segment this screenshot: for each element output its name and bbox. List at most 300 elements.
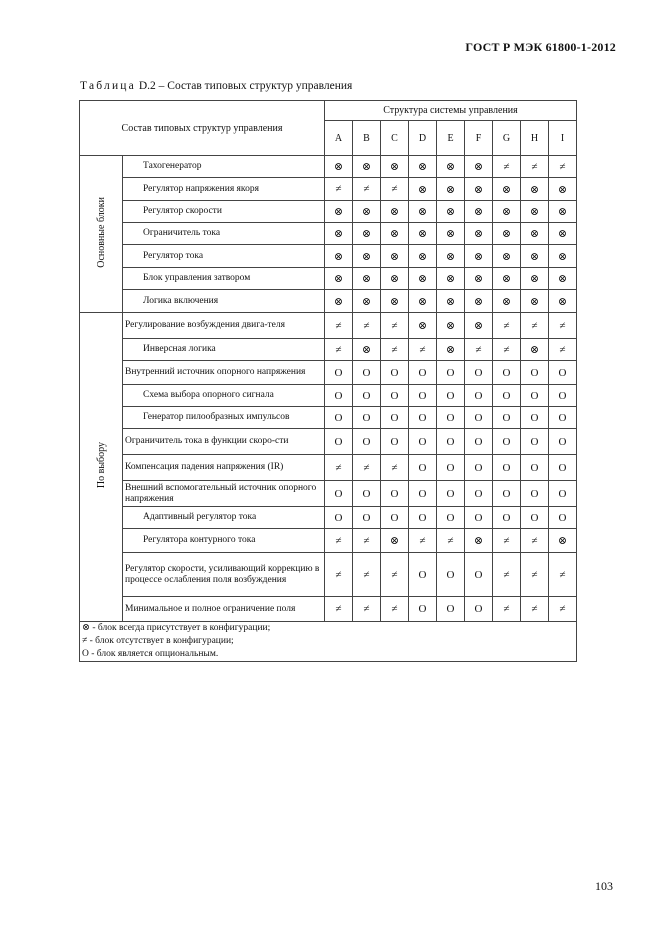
table-cell: [549, 553, 577, 597]
table-cell: [353, 361, 381, 385]
table-cell: [437, 156, 465, 178]
table-cell: [325, 339, 353, 361]
table-cell: [381, 385, 409, 407]
optional-symbol: O: [558, 366, 567, 379]
table-cell: [549, 385, 577, 407]
table-cell: [549, 339, 577, 361]
table-cell: [325, 597, 353, 622]
table-cell: [381, 313, 409, 339]
column-header-f: F: [465, 121, 493, 156]
table-cell: [493, 245, 521, 268]
table-cell: [325, 407, 353, 429]
optional-symbol: O: [530, 366, 539, 379]
table-cell: [465, 156, 493, 178]
group-label-cell: [80, 156, 123, 313]
table-cell: [465, 455, 493, 481]
table-cell: [353, 178, 381, 201]
optional-symbol: O: [390, 435, 399, 448]
table-cell: [381, 201, 409, 223]
table-cell: [409, 529, 437, 553]
always-present-symbol: ⊗: [473, 228, 484, 240]
always-present-symbol: ⊗: [333, 273, 344, 285]
row-name: Внутренний источник опорного напряжения: [123, 361, 325, 385]
always-present-symbol: ⊗: [417, 228, 428, 240]
optional-symbol: O: [530, 461, 539, 474]
table-row: [80, 223, 577, 245]
table-cell: [521, 290, 549, 313]
optional-symbol: O: [558, 461, 567, 474]
table-cell: [381, 553, 409, 597]
table-cell: [325, 223, 353, 245]
legend-row: [80, 622, 577, 662]
row-name: Регулятор тока: [123, 245, 325, 268]
always-present-symbol: ⊗: [417, 320, 428, 332]
table-cell: [465, 481, 493, 507]
table-row: [80, 481, 577, 507]
table-cell: [493, 407, 521, 429]
table-cell: [465, 313, 493, 339]
legend-line: ⊗ - блок всегда присутствует в конфигурации;: [82, 623, 271, 633]
always-present-symbol: ⊗: [361, 161, 372, 173]
table-cell: [549, 597, 577, 622]
optional-symbol: O: [418, 603, 427, 615]
row-name: Инверсная логика: [123, 339, 325, 361]
absent-symbol: ≠: [559, 343, 566, 356]
always-present-symbol: ⊗: [529, 344, 540, 356]
table-cell: [465, 553, 493, 597]
table-cell: [549, 156, 577, 178]
absent-symbol: ≠: [419, 343, 426, 356]
row-name: Регулирование возбуждения двига-теля: [123, 313, 325, 339]
table-row: [80, 178, 577, 201]
table-row: [80, 553, 577, 597]
optional-symbol: O: [446, 389, 455, 402]
optional-symbol: O: [502, 511, 511, 524]
optional-symbol: O: [390, 487, 399, 500]
column-header-g: G: [493, 121, 521, 156]
column-header-d: D: [409, 121, 437, 156]
table-cell: [549, 429, 577, 455]
table-cell: [465, 290, 493, 313]
optional-symbol: O: [558, 411, 567, 424]
optional-symbol: O: [334, 366, 343, 379]
always-present-symbol: ⊗: [501, 228, 512, 240]
optional-symbol: O: [362, 366, 371, 379]
optional-symbol: O: [530, 435, 539, 448]
column-header-i: I: [549, 121, 577, 156]
table-cell: [325, 507, 353, 529]
table-row: [80, 429, 577, 455]
always-present-symbol: ⊗: [557, 206, 568, 218]
optional-symbol: O: [362, 487, 371, 500]
always-present-symbol: ⊗: [389, 273, 400, 285]
table-cell: [409, 245, 437, 268]
table-cell: [381, 223, 409, 245]
optional-symbol: O: [502, 389, 511, 402]
always-present-symbol: ⊗: [445, 273, 456, 285]
absent-symbol: ≠: [335, 568, 342, 581]
table-cell: [521, 529, 549, 553]
optional-symbol: O: [446, 511, 455, 524]
always-present-symbol: ⊗: [473, 183, 484, 196]
legend-line: O - блок является опциональным.: [82, 649, 219, 659]
always-present-symbol: ⊗: [361, 344, 372, 356]
standard-designation: ГОСТ Р МЭК 61800-1-2012: [465, 40, 616, 54]
optional-symbol: O: [474, 487, 483, 500]
table-cell: [521, 553, 549, 597]
optional-symbol: O: [418, 435, 427, 448]
absent-symbol: ≠: [391, 183, 398, 195]
optional-symbol: O: [362, 511, 371, 524]
absent-symbol: ≠: [503, 343, 510, 356]
table-cell: [465, 245, 493, 268]
table-cell: [353, 313, 381, 339]
table-row: [80, 313, 577, 339]
table-cell: [521, 313, 549, 339]
always-present-symbol: ⊗: [473, 273, 484, 285]
always-present-symbol: ⊗: [473, 320, 484, 332]
always-present-symbol: ⊗: [473, 161, 484, 173]
table-cell: [409, 178, 437, 201]
table-row: [80, 290, 577, 313]
table-cell: [409, 223, 437, 245]
optional-symbol: O: [334, 435, 343, 448]
table-cell: [409, 507, 437, 529]
always-present-symbol: ⊗: [417, 183, 428, 196]
optional-symbol: O: [502, 461, 511, 474]
table-cell: [409, 385, 437, 407]
always-present-symbol: ⊗: [445, 183, 456, 196]
absent-symbol: ≠: [335, 603, 342, 615]
always-present-symbol: ⊗: [333, 295, 344, 308]
optional-symbol: O: [558, 487, 567, 500]
optional-symbol: O: [362, 435, 371, 448]
table-cell: [437, 245, 465, 268]
table-cell: [409, 481, 437, 507]
table-row: [80, 201, 577, 223]
always-present-symbol: ⊗: [529, 183, 540, 196]
always-present-symbol: ⊗: [417, 206, 428, 218]
table-cell: [521, 178, 549, 201]
optional-symbol: O: [446, 411, 455, 424]
table-cell: [521, 201, 549, 223]
table-cell: [493, 268, 521, 290]
always-present-symbol: ⊗: [361, 250, 372, 263]
table-cell: [465, 223, 493, 245]
table-cell: [437, 178, 465, 201]
table-cell: [409, 290, 437, 313]
always-present-symbol: ⊗: [389, 535, 400, 547]
table-cell: [409, 268, 437, 290]
always-present-symbol: ⊗: [361, 295, 372, 308]
table-cell: [437, 597, 465, 622]
table-cell: [493, 339, 521, 361]
caption-lead: Таблица: [80, 80, 136, 92]
table-cell: [325, 553, 353, 597]
table-cell: [409, 407, 437, 429]
table-cell: [493, 429, 521, 455]
absent-symbol: ≠: [335, 461, 342, 474]
table-cell: [353, 553, 381, 597]
table-cell: [549, 407, 577, 429]
always-present-symbol: ⊗: [445, 320, 456, 332]
table-cell: [353, 201, 381, 223]
absent-symbol: ≠: [363, 183, 370, 195]
always-present-symbol: ⊗: [473, 535, 484, 547]
absent-symbol: ≠: [503, 319, 510, 332]
table-cell: [549, 481, 577, 507]
always-present-symbol: ⊗: [417, 295, 428, 308]
optional-symbol: O: [502, 366, 511, 379]
table-cell: [521, 481, 549, 507]
row-name: Регулятор скорости: [123, 201, 325, 223]
optional-symbol: O: [362, 389, 371, 402]
absent-symbol: ≠: [503, 603, 510, 615]
table-cell: [381, 429, 409, 455]
row-name: Минимальное и полное ограничение поля: [123, 597, 325, 622]
absent-symbol: ≠: [531, 534, 538, 547]
table-cell: [381, 178, 409, 201]
table-cell: [493, 385, 521, 407]
table-cell: [325, 361, 353, 385]
table-cell: [493, 455, 521, 481]
absent-symbol: ≠: [363, 568, 370, 581]
table-row: [80, 385, 577, 407]
table-cell: [381, 455, 409, 481]
always-present-symbol: ⊗: [557, 228, 568, 240]
table-cell: [381, 339, 409, 361]
optional-symbol: O: [334, 411, 343, 424]
absent-symbol: ≠: [391, 343, 398, 356]
optional-symbol: O: [418, 366, 427, 379]
table-cell: [521, 156, 549, 178]
table-cell: [381, 597, 409, 622]
table-cell: [437, 481, 465, 507]
absent-symbol: ≠: [531, 160, 538, 173]
row-name: Регулятор скорости, усиливающий коррекцию в процессе ослабления поля возбуждения: [123, 553, 325, 597]
optional-symbol: O: [418, 568, 427, 581]
absent-symbol: ≠: [335, 343, 342, 356]
table-cell: [353, 223, 381, 245]
page-number: 103: [595, 879, 613, 893]
always-present-symbol: ⊗: [389, 228, 400, 240]
optional-symbol: O: [530, 411, 539, 424]
table-cell: [493, 290, 521, 313]
always-present-symbol: ⊗: [557, 273, 568, 285]
table-cell: [549, 245, 577, 268]
absent-symbol: ≠: [559, 568, 566, 581]
table-cell: [353, 529, 381, 553]
optional-symbol: O: [418, 461, 427, 474]
table-cell: [409, 553, 437, 597]
table-cell: [325, 156, 353, 178]
table-cell: [409, 455, 437, 481]
table-caption: [80, 80, 352, 92]
table-cell: [325, 313, 353, 339]
always-present-symbol: ⊗: [333, 250, 344, 263]
optional-symbol: O: [474, 568, 483, 581]
row-name: Регулятора контурного тока: [123, 529, 325, 553]
table-cell: [521, 223, 549, 245]
column-header-b: B: [353, 121, 381, 156]
table-cell: [465, 597, 493, 622]
row-name: Регулятор напряжения якоря: [123, 178, 325, 201]
always-present-symbol: ⊗: [445, 344, 456, 356]
always-present-symbol: ⊗: [333, 228, 344, 240]
always-present-symbol: ⊗: [501, 273, 512, 285]
absent-symbol: ≠: [559, 160, 566, 173]
table-row: [80, 268, 577, 290]
absent-symbol: ≠: [335, 534, 342, 547]
row-name: Ограничитель тока в функции скоро-сти: [123, 429, 325, 455]
table-cell: [549, 507, 577, 529]
table-cell: [381, 407, 409, 429]
table-cell: [353, 455, 381, 481]
always-present-symbol: ⊗: [529, 206, 540, 218]
row-name: Компенсация падения напряжения (IR): [123, 455, 325, 481]
absent-symbol: ≠: [419, 534, 426, 547]
always-present-symbol: ⊗: [501, 295, 512, 308]
table-cell: [549, 178, 577, 201]
table-cell: [521, 245, 549, 268]
table-cell: [465, 529, 493, 553]
top-header: Структура системы управления: [325, 101, 577, 121]
optional-symbol: O: [502, 487, 511, 500]
always-present-symbol: ⊗: [501, 183, 512, 196]
table-cell: [353, 156, 381, 178]
always-present-symbol: ⊗: [501, 250, 512, 263]
absent-symbol: ≠: [447, 534, 454, 547]
table-cell: [549, 201, 577, 223]
table-cell: [493, 223, 521, 245]
table-cell: [521, 268, 549, 290]
table-cell: [353, 407, 381, 429]
optional-symbol: O: [390, 389, 399, 402]
table-cell: [325, 429, 353, 455]
table-cell: [353, 385, 381, 407]
table-cell: [465, 201, 493, 223]
absent-symbol: ≠: [531, 568, 538, 581]
always-present-symbol: ⊗: [389, 295, 400, 308]
optional-symbol: O: [474, 366, 483, 379]
table-cell: [493, 178, 521, 201]
always-present-symbol: ⊗: [529, 228, 540, 240]
absent-symbol: ≠: [559, 603, 566, 615]
table-cell: [493, 529, 521, 553]
absent-symbol: ≠: [503, 160, 510, 173]
always-present-symbol: ⊗: [529, 250, 540, 263]
table-cell: [549, 529, 577, 553]
table-cell: [437, 268, 465, 290]
table-cell: [381, 156, 409, 178]
absent-symbol: ≠: [391, 461, 398, 474]
table-cell: [325, 529, 353, 553]
optional-symbol: O: [418, 487, 427, 500]
legend-line: ≠ - блок отсутствует в конфигурации;: [82, 636, 234, 646]
optional-symbol: O: [446, 366, 455, 379]
table-cell: [325, 245, 353, 268]
absent-symbol: ≠: [559, 319, 566, 332]
table-cell: [493, 597, 521, 622]
always-present-symbol: ⊗: [473, 295, 484, 308]
table-cell: [353, 507, 381, 529]
absent-symbol: ≠: [363, 319, 370, 332]
optional-symbol: O: [474, 389, 483, 402]
optional-symbol: O: [418, 511, 427, 524]
table-cell: [493, 507, 521, 529]
table-cell: [465, 407, 493, 429]
row-name: Генератор пилообразных импульсов: [123, 407, 325, 429]
always-present-symbol: ⊗: [445, 161, 456, 173]
table-cell: [325, 201, 353, 223]
row-name: Логика включения: [123, 290, 325, 313]
table-cell: [381, 268, 409, 290]
always-present-symbol: ⊗: [417, 250, 428, 263]
absent-symbol: ≠: [391, 319, 398, 332]
absent-symbol: ≠: [391, 568, 398, 581]
optional-symbol: O: [530, 389, 539, 402]
optional-symbol: O: [502, 411, 511, 424]
table-cell: [549, 361, 577, 385]
table-row: [80, 507, 577, 529]
optional-symbol: O: [558, 511, 567, 524]
table-cell: [325, 268, 353, 290]
table-cell: [493, 313, 521, 339]
row-name: Ограничитель тока: [123, 223, 325, 245]
table-cell: [521, 385, 549, 407]
table-cell: [437, 429, 465, 455]
optional-symbol: O: [474, 603, 483, 615]
table-cell: [353, 268, 381, 290]
table-cell: [465, 507, 493, 529]
group-label: Основные блоки: [95, 197, 107, 268]
optional-symbol: O: [446, 568, 455, 581]
table-cell: [549, 455, 577, 481]
table-cell: [437, 201, 465, 223]
column-header-a: A: [325, 121, 353, 156]
table-row: [80, 529, 577, 553]
always-present-symbol: ⊗: [445, 206, 456, 218]
row-name: Тахогенератор: [123, 156, 325, 178]
table-cell: [325, 455, 353, 481]
table-cell: [353, 597, 381, 622]
always-present-symbol: ⊗: [445, 295, 456, 308]
table-cell: [353, 481, 381, 507]
table-cell: [493, 201, 521, 223]
optional-symbol: O: [530, 487, 539, 500]
table-row: [80, 361, 577, 385]
table-cell: [409, 156, 437, 178]
table-cell: [521, 429, 549, 455]
table-row: [80, 339, 577, 361]
table-cell: [353, 429, 381, 455]
table-cell: [409, 597, 437, 622]
table-cell: [549, 223, 577, 245]
table-cell: [521, 339, 549, 361]
table-cell: [437, 407, 465, 429]
always-present-symbol: ⊗: [501, 206, 512, 218]
optional-symbol: O: [530, 511, 539, 524]
always-present-symbol: ⊗: [473, 250, 484, 263]
optional-symbol: O: [418, 411, 427, 424]
optional-symbol: O: [334, 389, 343, 402]
always-present-symbol: ⊗: [557, 183, 568, 196]
table-cell: [521, 455, 549, 481]
always-present-symbol: ⊗: [361, 206, 372, 218]
table-cell: [549, 313, 577, 339]
always-present-symbol: ⊗: [389, 250, 400, 263]
table-cell: [549, 268, 577, 290]
